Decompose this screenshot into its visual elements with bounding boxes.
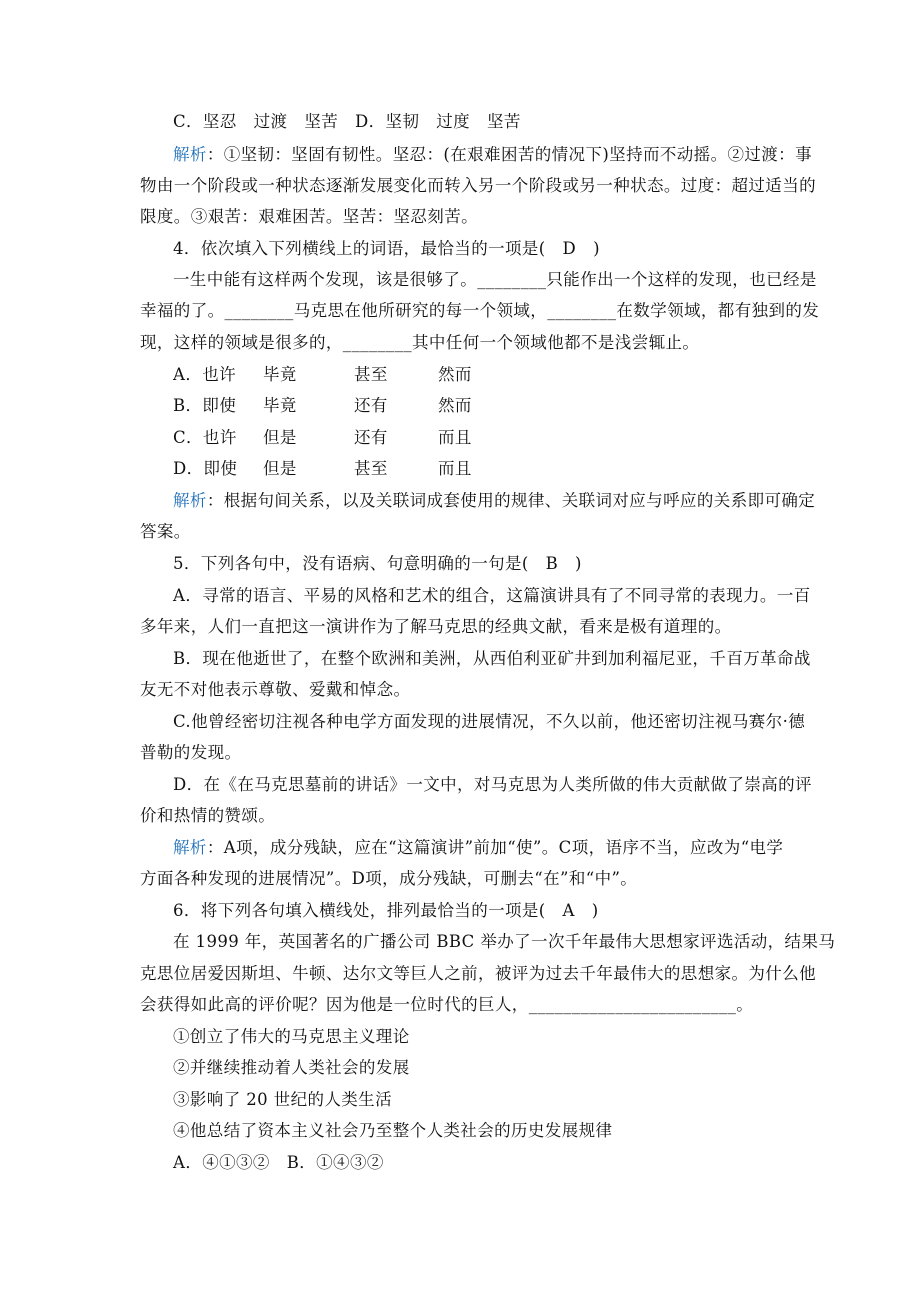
q4-option-cell: C．也许 xyxy=(173,428,237,447)
q6-item-2: ②并继续推动着人类社会的发展 xyxy=(173,1058,410,1077)
q4-option-cell: 但是 xyxy=(263,459,297,478)
q6-passage-line-2: 克思位居爱因斯坦、牛顿、达尔文等巨人之前，被评为过去千年最伟大的思想家。为什么他 xyxy=(140,964,816,983)
q4-passage-line-3: 现，这样的领域是很多的，________其中任何一个领域他都不是浅尝辄止。 xyxy=(140,333,700,352)
q6-item-4: ④他总结了资本主义社会乃至整个人类社会的历史发展规律 xyxy=(173,1121,613,1140)
q5-analysis-line-2: 方面各种发现的进展情况”。D项，成分残缺，可删去“在”和“中”。 xyxy=(140,869,638,888)
q5-option-d-line-1: D．在《在马克思墓前的讲话》一文中，对马克思为人类所做的伟大贡献做了崇高的评 xyxy=(173,775,812,794)
q4-analysis-line-2: 答案。 xyxy=(140,522,191,541)
q3-options-line: C．坚忍 过渡 坚苦 D．坚韧 过度 坚苦 xyxy=(173,112,521,131)
analysis-label: 解析 xyxy=(173,838,207,857)
q4-option-cell: D．即使 xyxy=(173,459,238,478)
q5-stem: 5．下列各句中，没有语病、句意明确的一句是( B ) xyxy=(173,554,582,573)
q6-item-3: ③影响了 20 世纪的人类生活 xyxy=(173,1090,392,1109)
q5-option-b-line-1: B．现在他逝世了，在整个欧洲和美洲，从西伯利亚矿井到加利福尼亚，千百万革命战 xyxy=(173,649,811,668)
q4-option-cell: A．也许 xyxy=(173,365,237,384)
analysis-label: 解析 xyxy=(173,145,207,164)
q3-analysis-line xyxy=(173,144,812,166)
q5-option-c-line-2: 普勒的发现。 xyxy=(140,743,242,762)
q4-option-cell: 然而 xyxy=(438,396,472,415)
q4-option-cell: B．即使 xyxy=(173,396,237,415)
q3-analysis-text: ：①坚韧：坚固有韧性。坚忍：(在艰难困苦的情况下)坚持而不动摇。②过渡：事 xyxy=(206,145,812,164)
q5-option-c-line-1: C.他曾经密切注视各种电学方面发现的进展情况，不久以前，他还密切注视马赛尔·德 xyxy=(173,712,806,731)
q6-stem: 6．将下列各句填入横线处，排列最恰当的一项是( A ) xyxy=(173,901,599,920)
q5-option-b-line-2: 友无不对他表示尊敬、爱戴和悼念。 xyxy=(140,680,411,699)
q4-stem: 4．依次填入下列横线上的词语，最恰当的一项是( D ) xyxy=(173,239,600,258)
analysis-label: 解析 xyxy=(173,491,207,510)
q5-option-d-line-2: 价和热情的赞颂。 xyxy=(140,806,276,825)
q4-option-cell: 还有 xyxy=(354,396,388,415)
q4-analysis-text: ：根据句间关系，以及关联词成套使用的规律、关联词对应与呼应的关系即可确定 xyxy=(206,491,816,510)
q4-option-cell: 甚至 xyxy=(354,459,388,478)
q4-option-c xyxy=(173,427,472,449)
q3-analysis-line-3: 限度。③艰苦：艰难困苦。坚苦：坚忍刻苦。 xyxy=(140,207,478,226)
q6-passage-line-3: 会获得如此高的评价呢？因为他是一位时代的巨人，________________________。 xyxy=(140,995,754,1014)
q6-passage-line-1: 在 1999 年，英国著名的广播公司 BBC 举办了一次千年最伟大思想家评选活动，结果马 xyxy=(173,932,836,951)
q5-option-a-line-1: A．寻常的语言、平易的风格和艺术的组合，这篇演讲具有了不同寻常的表现力。一百 xyxy=(173,586,811,605)
q5-analysis-text: ：A项，成分残缺，应在“这篇演讲”前加“使”。C项，语序不当，应改为“电学 xyxy=(206,838,784,857)
q6-options-line: A．④①③② B．①④③② xyxy=(173,1153,384,1172)
q4-option-cell: 还有 xyxy=(354,428,388,447)
q6-item-1: ①创立了伟大的马克思主义理论 xyxy=(173,1027,410,1046)
q4-option-cell: 但是 xyxy=(263,428,297,447)
q4-passage-line-2: 幸福的了。________马克思在他所研究的每一个领域，________在数学领域，都有独到的发 xyxy=(140,301,820,320)
q4-option-b xyxy=(173,395,472,417)
q4-option-a xyxy=(173,364,472,386)
q5-analysis-line xyxy=(173,837,783,859)
q4-option-cell: 然而 xyxy=(438,365,472,384)
q3-analysis-line-2: 物由一个阶段或一种状态逐渐发展变化而转入另一个阶段或另一种状态。过度：超过适当的 xyxy=(140,176,816,195)
q4-option-cell: 毕竟 xyxy=(263,396,297,415)
q5-option-a-line-2: 多年来，人们一直把这一演讲作为了解马克思的经典文献，看来是极有道理的。 xyxy=(140,617,732,636)
q4-option-cell: 甚至 xyxy=(354,365,388,384)
q4-analysis-line xyxy=(173,490,815,512)
q4-passage-line-1: 一生中能有这样两个发现，该是很够了。________只能作出一个这样的发现，也已经是 xyxy=(173,270,817,289)
q4-option-cell: 毕竟 xyxy=(263,365,297,384)
q4-option-cell: 而且 xyxy=(438,428,472,447)
q4-option-d xyxy=(173,458,472,480)
q4-option-cell: 而且 xyxy=(438,459,472,478)
